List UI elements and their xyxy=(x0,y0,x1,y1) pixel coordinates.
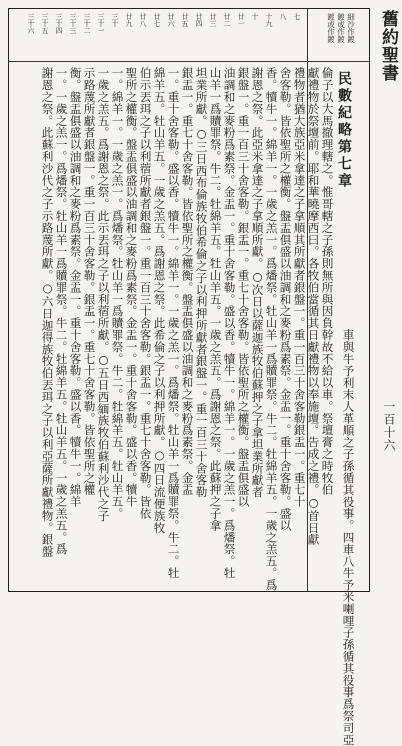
verse-number: 廿五 xyxy=(181,13,189,27)
verse-number: 三十一 xyxy=(97,13,105,34)
verse-number: 三十三 xyxy=(69,13,77,34)
verse-number: 廿九 xyxy=(125,13,133,27)
verse-number: 廿四 xyxy=(195,13,203,27)
text-column: 一。重十舍客勒。盛以香。犢牛一。綿羊一。一歲之羔一。爲燔祭。牡山羊一爲贖罪祭。牛二。牡 xyxy=(166,67,181,579)
text-column: 銀盂一。重七十舍客勒。皆依聖所之權衡。盤盂俱盛以油調和之麥粉爲素祭。金盂 xyxy=(180,67,195,496)
verse-number: 廿七 xyxy=(153,13,161,27)
verse-number: 廿三 xyxy=(209,13,217,27)
side-note: 鍍或作鍍 xyxy=(326,13,336,43)
running-title: 舊約聖書 xyxy=(378,10,398,82)
text-column: 舍客勒。皆依聖所之權衡。盤盂俱盛以油調和之麥粉爲素祭。金盂一。重十舍客勒。盛以 xyxy=(278,67,293,532)
text-column: 聖所之權衡。盤盂俱盛以油調和之麥粉爲素祭。金盂一。重十舍客勒。盛以香。犢牛 xyxy=(124,67,139,508)
side-note: 細沙作鍍 xyxy=(346,13,356,43)
text-column: 一。一歲之羔一。爲燔祭。牡山羊一爲贖罪祭。牛二。牡綿羊五。牡山羊五。一歲之羔五。爲 xyxy=(54,67,69,555)
verse-number: 三十六 xyxy=(27,13,35,34)
verse-number: 廿六 xyxy=(167,13,175,27)
text-column: 倫子以大馬撤理轄之。惟哥轄之子孫則無所與因負幹故不給以車。祭壇膏之時牧伯 xyxy=(320,67,335,496)
text-column: 車與牛予利末人革順之子孫循其役事。四車八牛予米喇哩子孫循其役事爲祭司亞 xyxy=(341,329,356,746)
verse-number: 三十四 xyxy=(55,13,63,34)
verse-number: 八 xyxy=(279,13,287,20)
text-column: 伯示丟珥之子以利蓿所獻者銀盤一。重一百三十舍客勒。銀盂一。重七十舍客勒。皆依 xyxy=(138,67,153,520)
verse-number: 三十 xyxy=(111,13,119,27)
verse-number: 廿二 xyxy=(223,13,231,27)
side-note: 鍍或作鍍 xyxy=(336,13,346,43)
text-column: 銀盤一。重一百三十舍客勒。銀盂一。重七十舍客勒。皆依聖所之權衡。盤盂俱盛以 xyxy=(236,67,251,508)
book-title: 民數紀略 xyxy=(336,71,352,139)
chapter-heading xyxy=(337,71,351,190)
text-column: 獻禮物於祭壇前。耶和華曉摩西曰。各牧伯當循其日獻禮物以奉施壇。告成之禮。○首日獻 xyxy=(306,67,321,546)
text-column: 謝恩之祭。此蘇利沙代之子示路蔑所獻。○六日迦得族牧伯丟珥之子以利亞薩所獻禮物。銀盤 xyxy=(40,67,55,558)
verse-number: 三十五 xyxy=(41,13,49,34)
text-column: 坦業所獻。○三日西布倫族牧伯希倫之子以利押所獻者銀盤一。重一百三十舍客勒 xyxy=(194,67,209,498)
text-column: 山羊一爲贖罪祭。牛二。牡綿羊五。牡山羊五。一歲之羔五。爲謝恩之祭。此蘇押之子拿 xyxy=(208,67,223,532)
chapter-label: 第七章 xyxy=(336,139,352,190)
verse-number: 十九 xyxy=(265,13,273,27)
text-column: 香。犢牛一。綿羊一。一歲之羔一。爲燔祭。牡山羊一爲贖罪祭。牛二。牡綿羊五。一歲之羔五。爲 xyxy=(264,67,279,591)
verse-number: 十 xyxy=(251,13,259,20)
text-column: 一歲之羔五。爲謝恩之祭。此示丟珥之子以利蓿所獻。○五日西緬族牧伯蘇利沙代之子 xyxy=(96,67,111,522)
text-column: 謝恩之祭。此亞米拿達之子拿順所獻。○次日以薩迦族牧伯蘇押之子拿坦業所獻者 xyxy=(250,67,265,498)
text-column: 一。綿羊一。一歲之羔一。爲燔祭。牡山羊一爲贖罪祭。牛二。牡綿羊五。牡山羊五。 xyxy=(110,67,125,520)
verse-number: 七 xyxy=(293,13,301,20)
text-column: 衡。盤盂俱盛以油調和之麥粉爲素祭。金盂一。重十舍客勒。盛以香。犢牛一。綿羊 xyxy=(68,67,83,508)
text-column: 禮物者猶大族亞米拿達之子拿順其所獻者銀盤一。重一百三十舍客勒銀盂一。重七十 xyxy=(292,67,307,508)
page-number: 一百十六 xyxy=(382,400,396,452)
text-column: 油調和之麥粉爲素祭。金盂一。重十舍客勒。盛以香。犢牛一。綿羊一。一歲之羔一。爲燔祭。牡 xyxy=(222,67,237,579)
text-frame xyxy=(8,8,370,746)
text-column: 綿羊五。牡山羊五。一歲之羔五。爲謝恩之祭。此希倫之子以利押所獻。○四日流便族牧 xyxy=(152,67,167,534)
text-column: 示路蔑所獻者銀盤一。重一百三十舍客勒。銀盂一。重七十舍客勒。皆依聖所之權 xyxy=(82,67,97,496)
verse-number: 廿八 xyxy=(139,13,147,27)
header-divider xyxy=(9,61,369,62)
verse-number: 三十二 xyxy=(83,13,91,34)
verse-number: 廿一 xyxy=(237,13,245,27)
